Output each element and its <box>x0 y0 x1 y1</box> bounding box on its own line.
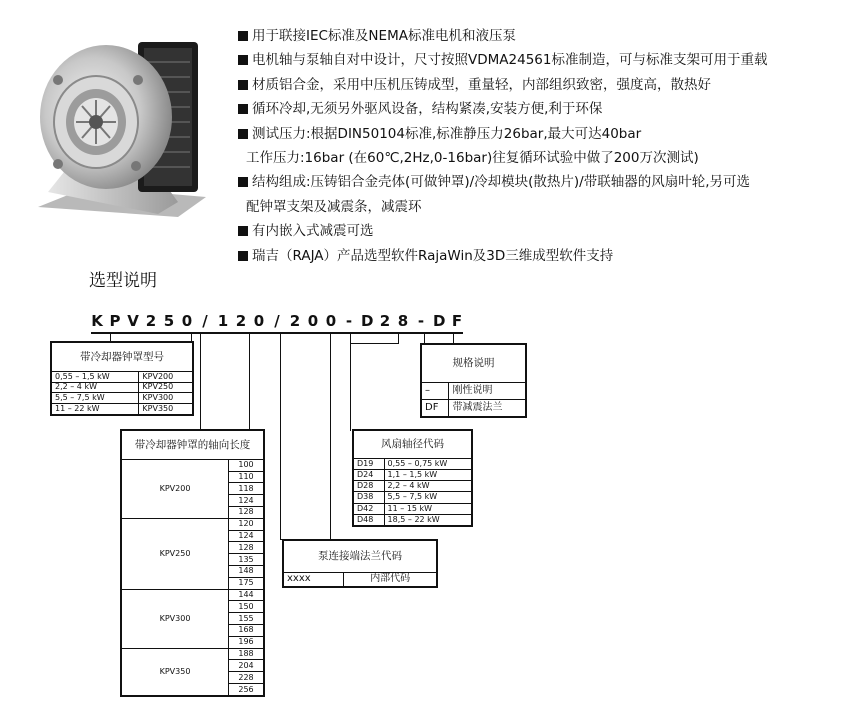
model-code-char: - <box>417 312 425 330</box>
table-cell: 128 <box>229 507 264 519</box>
table-cell: 228 <box>229 672 264 684</box>
square-bullet-icon <box>238 31 248 41</box>
model-code-underline <box>91 332 463 334</box>
model-code-char: F <box>451 312 463 330</box>
feature-item <box>238 146 838 170</box>
feature-item <box>238 97 838 121</box>
table-cell: 11 – 15 kW <box>384 503 471 514</box>
feature-text: 配钟罩支架及减震条，减震环 <box>246 198 422 215</box>
table-cell: 144 <box>229 589 264 601</box>
bell-housing-model-table <box>50 341 194 416</box>
table-header: 带冷却器钟罩型号 <box>52 343 193 372</box>
axial-length-table <box>120 429 265 697</box>
feature-text: 循环冷却,无须另外驱风设备，结构紧凑,安装方便,利于环保 <box>252 101 603 118</box>
model-code-char: 0 <box>253 312 265 330</box>
table-cell: 18,5 – 22 kW <box>384 514 471 525</box>
model-code-char: / <box>274 312 280 330</box>
feature-item <box>238 73 838 97</box>
table-cell: DF <box>422 400 449 417</box>
table-row <box>52 404 193 415</box>
feature-text: 瑞吉（RAJA）产品选型软件RajaWin及3D三维成型软件支持 <box>252 247 614 264</box>
feature-text: 材质铝合金，采用中压机压铸成型，重量轻，内部组织致密，强度高，散热好 <box>252 76 711 93</box>
table-cell: 196 <box>229 636 264 648</box>
table-row <box>354 514 472 525</box>
model-code-char: - <box>345 312 353 330</box>
connector-line <box>350 334 351 431</box>
table-cell: 带减震法兰 <box>449 400 526 417</box>
table-cell: D28 <box>354 481 385 492</box>
table-cell: KPV250 <box>122 518 229 589</box>
table-cell: 204 <box>229 660 264 672</box>
table-row <box>122 648 264 660</box>
model-code-char: D <box>433 312 446 330</box>
connector-line <box>280 334 281 540</box>
table-cell: KPV350 <box>122 648 229 695</box>
model-code-char: 2 <box>379 312 391 330</box>
table-cell: KPV300 <box>122 589 229 648</box>
table-cell: 128 <box>229 542 264 554</box>
feature-text: 结构组成:压铸铝合金壳体(可做钟罩)/冷却模块(散热片)/带联轴器的风扇叶轮,另可选 <box>252 174 751 191</box>
feature-text: 工作压力:16bar (在60℃,2Hz,0-16bar)往复循环试验中做了200万次测试) <box>246 150 699 167</box>
feature-item <box>238 219 838 243</box>
table-cell: KPV200 <box>139 371 193 382</box>
table-header: 风扇轴径代码 <box>354 431 472 459</box>
bell-housing-product-image <box>28 22 228 232</box>
table-cell: 188 <box>229 648 264 660</box>
table-cell: 110 <box>229 471 264 483</box>
feature-item <box>238 24 838 48</box>
table-cell: 118 <box>229 483 264 495</box>
model-code-char: 5 <box>163 312 175 330</box>
model-code-char: 2 <box>235 312 247 330</box>
table-cell: 124 <box>229 495 264 507</box>
square-bullet-icon <box>238 129 248 139</box>
table-row <box>52 382 193 393</box>
table-cell: KPV350 <box>139 404 193 415</box>
table-cell: 256 <box>229 684 264 696</box>
table-row <box>422 400 526 417</box>
table-cell: 135 <box>229 554 264 566</box>
table-row <box>122 589 264 601</box>
table-cell: D38 <box>354 492 385 503</box>
table-cell: 5,5 – 7,5 kW <box>52 393 139 404</box>
table-cell: 155 <box>229 613 264 625</box>
table-cell: 100 <box>229 459 264 471</box>
feature-text: 有内嵌入式减震可选 <box>252 223 374 240</box>
table-header: 泵连接端法兰代码 <box>284 541 437 573</box>
table-cell: 148 <box>229 566 264 578</box>
table-cell: 1,1 – 1,5 kW <box>384 469 471 480</box>
table-cell: 内部代码 <box>344 572 437 586</box>
section-title: 选型说明 <box>89 271 157 291</box>
feature-text: 电机轴与泵轴自对中设计，尺寸按照VDMA24561标准制造，可与标准支架可用于重载 <box>252 52 768 69</box>
table-cell: KPV250 <box>139 382 193 393</box>
table-cell: – <box>422 383 449 400</box>
model-code-char: 0 <box>325 312 337 330</box>
table-cell: 120 <box>229 518 264 530</box>
feature-item <box>238 122 838 146</box>
model-code-char: 2 <box>145 312 157 330</box>
square-bullet-icon <box>238 80 248 90</box>
table-cell: 150 <box>229 601 264 613</box>
feature-item <box>238 170 838 194</box>
table-cell: 2,2 – 4 kW <box>52 382 139 393</box>
connector-line <box>249 334 250 430</box>
table-cell: 11 – 22 kW <box>52 404 139 415</box>
feature-text: 测试压力:根据DIN50104标准,标准静压力26bar,最大可达40bar <box>252 125 642 142</box>
table-cell: 168 <box>229 625 264 637</box>
table-cell: D48 <box>354 514 385 525</box>
table-row <box>354 458 472 469</box>
table-cell: 2,2 – 4 kW <box>384 481 471 492</box>
table-row <box>354 492 472 503</box>
square-bullet-icon <box>238 104 248 114</box>
table-row <box>354 469 472 480</box>
model-code-char: P <box>109 312 121 330</box>
square-bullet-icon <box>238 177 248 187</box>
connector-line <box>350 343 399 344</box>
model-code-char: 8 <box>397 312 409 330</box>
model-code-char: 0 <box>181 312 193 330</box>
table-header: 规格说明 <box>422 345 526 383</box>
table-cell: 刚性说明 <box>449 383 526 400</box>
fan-shaft-code-table <box>352 429 473 527</box>
feature-item <box>238 195 838 219</box>
connector-line <box>200 334 201 430</box>
table-row <box>354 481 472 492</box>
model-code-char: K <box>91 312 103 330</box>
table-cell: 0,55 – 0,75 kW <box>384 458 471 469</box>
model-code-char: 1 <box>217 312 229 330</box>
pump-flange-code-table <box>282 539 438 588</box>
model-code-char: V <box>127 312 139 330</box>
table-cell: D19 <box>354 458 385 469</box>
feature-list <box>238 24 838 268</box>
square-bullet-icon <box>238 55 248 65</box>
square-bullet-icon <box>238 251 248 261</box>
table-cell: KPV200 <box>122 459 229 518</box>
square-bullet-icon <box>238 226 248 236</box>
table-cell: xxxx <box>284 572 344 586</box>
table-row <box>52 393 193 404</box>
table-cell: 5,5 – 7,5 kW <box>384 492 471 503</box>
model-code <box>0 312 841 336</box>
feature-item <box>238 244 838 268</box>
feature-text: 用于联接IEC标准及NEMA标准电机和液压泵 <box>252 28 516 44</box>
model-code-char: D <box>361 312 374 330</box>
spec-table <box>420 343 527 418</box>
table-row <box>52 371 193 382</box>
table-cell: D24 <box>354 469 385 480</box>
table-row <box>122 459 264 471</box>
model-code-char: 2 <box>289 312 301 330</box>
table-cell: 124 <box>229 530 264 542</box>
table-cell: KPV300 <box>139 393 193 404</box>
connector-line <box>330 334 331 540</box>
feature-item <box>238 48 838 72</box>
table-cell: 175 <box>229 577 264 589</box>
table-header: 带冷却器钟罩的轴向长度 <box>122 431 264 460</box>
table-cell: D42 <box>354 503 385 514</box>
table-row <box>284 572 437 586</box>
table-row <box>422 383 526 400</box>
model-code-char: / <box>202 312 208 330</box>
table-cell: 0,55 – 1,5 kW <box>52 371 139 382</box>
table-row <box>354 503 472 514</box>
model-code-char: 0 <box>307 312 319 330</box>
table-row <box>122 518 264 530</box>
